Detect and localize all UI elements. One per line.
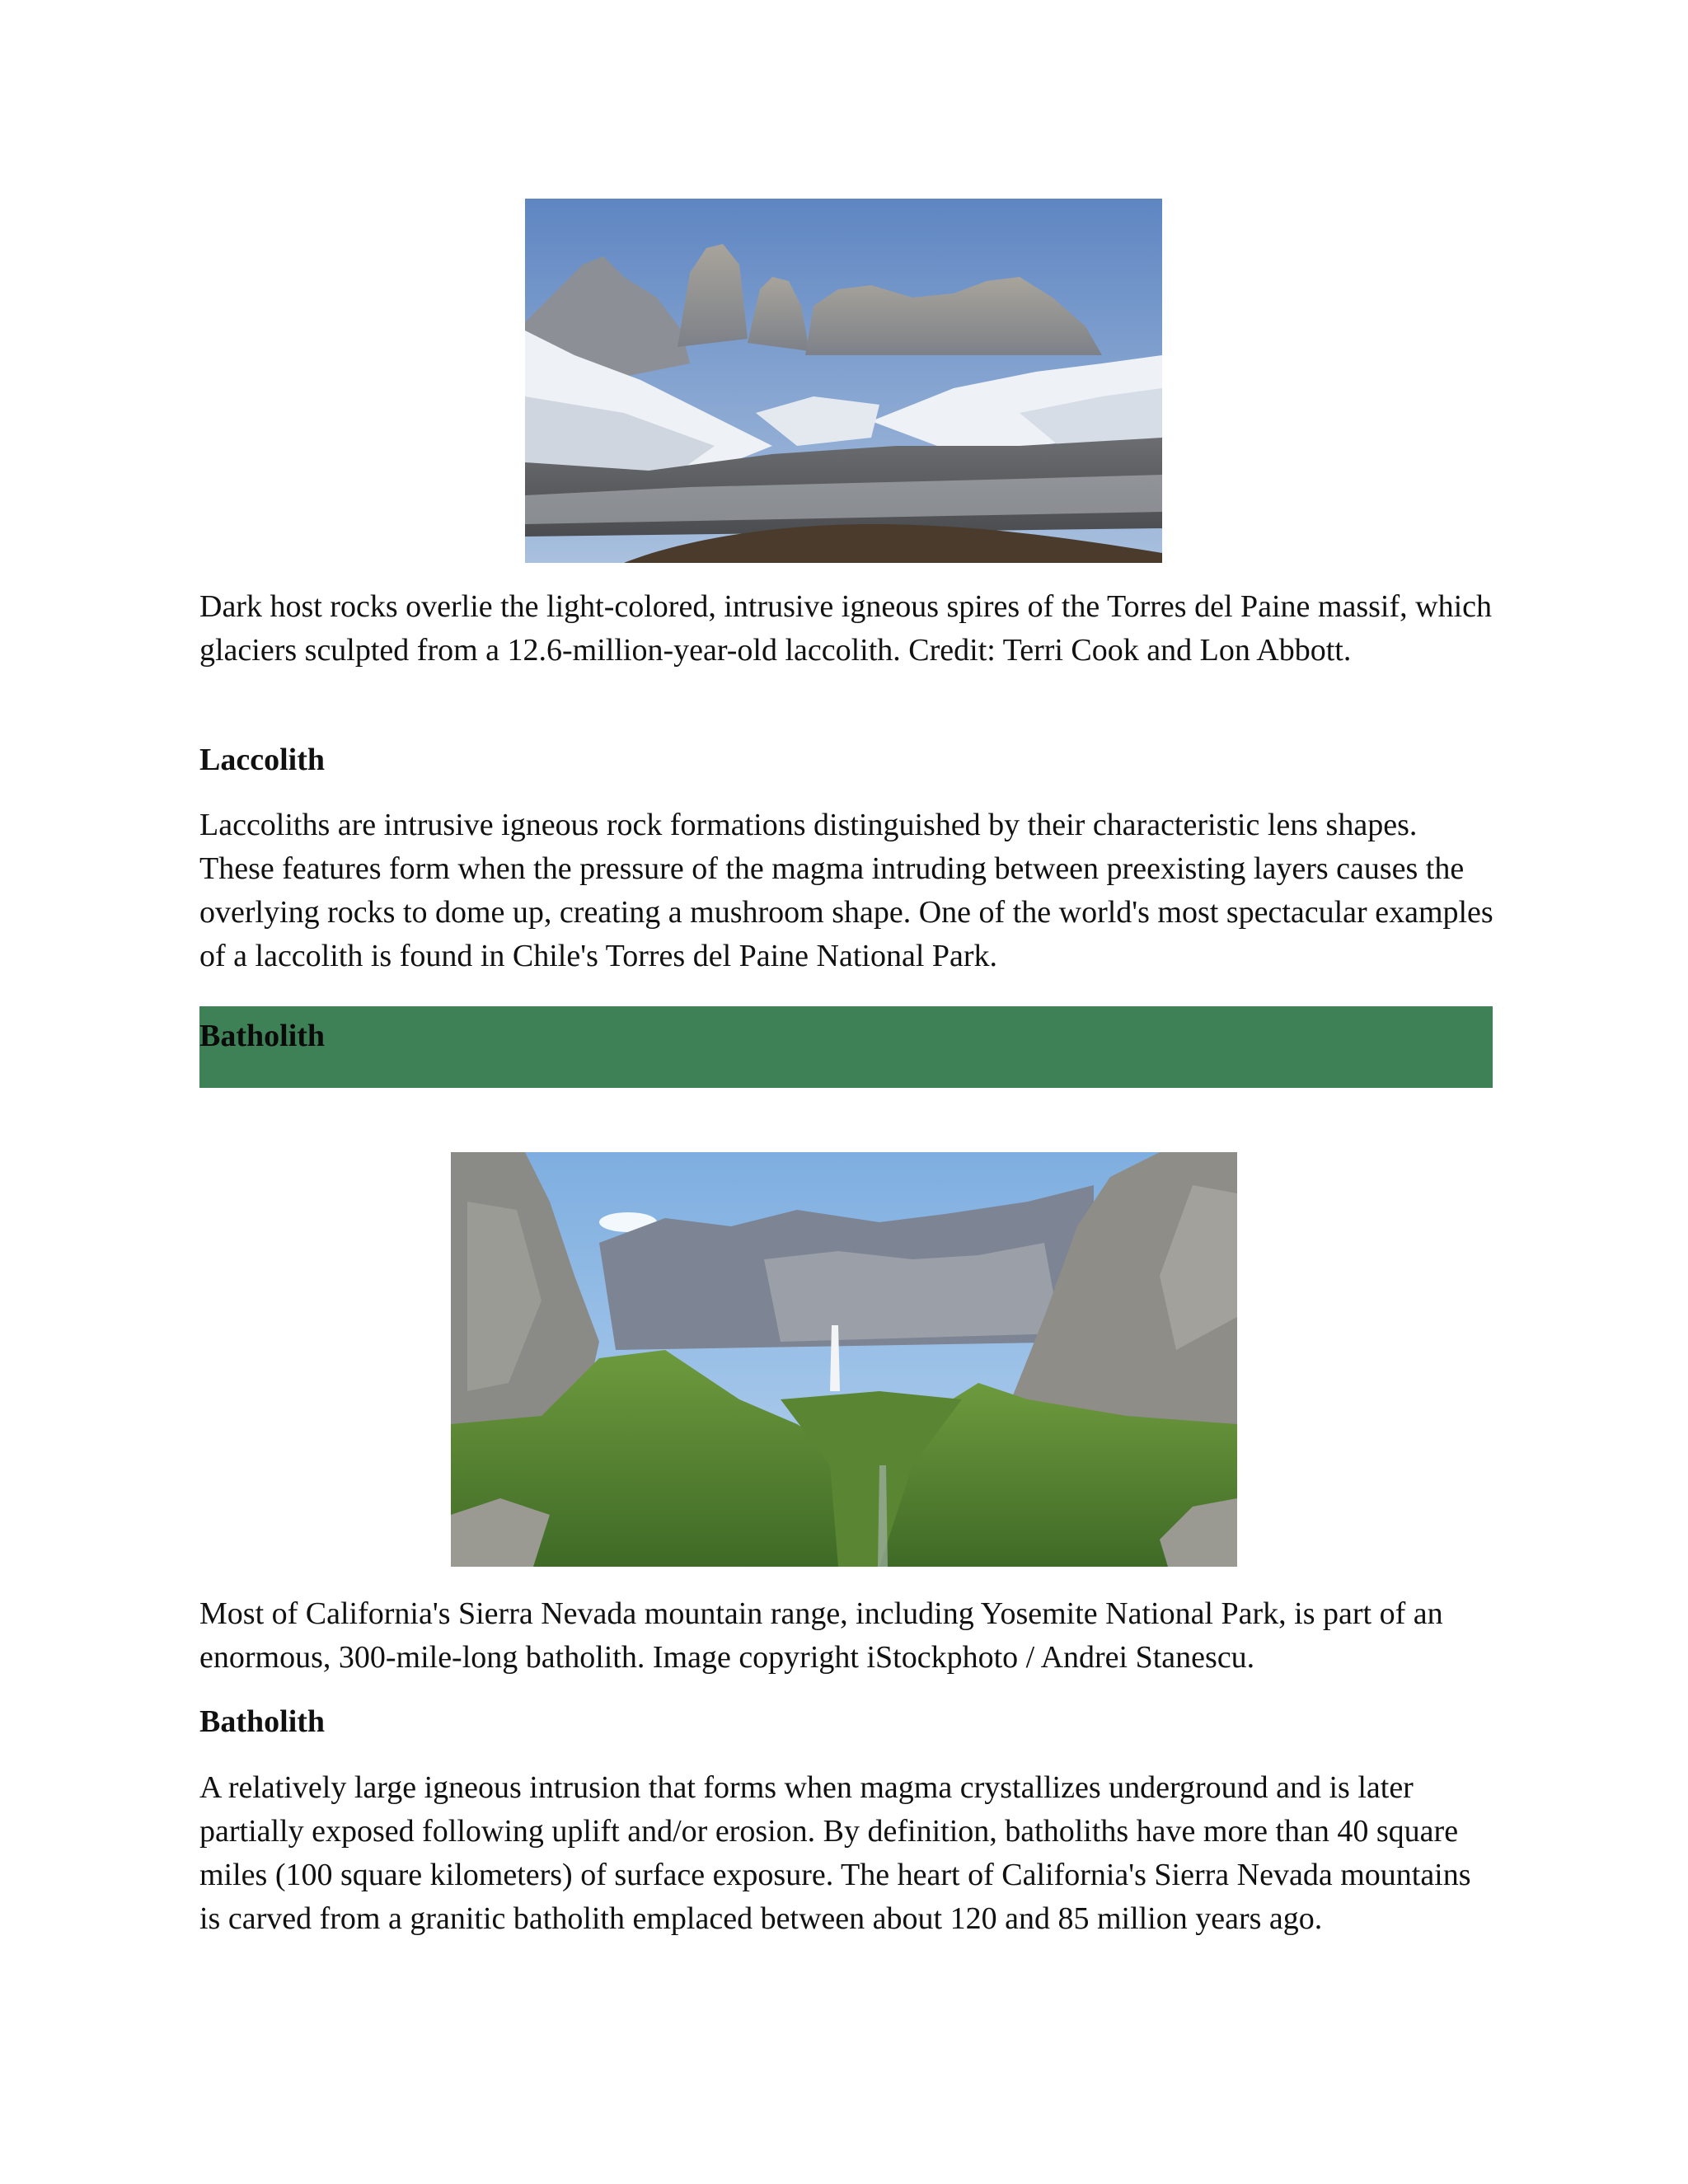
section-banner: [199, 1006, 1493, 1088]
yosemite-valley-photo: [451, 1152, 1237, 1567]
section-heading-laccolith: Laccolith: [199, 743, 325, 777]
section-heading-batholith: Batholith: [199, 1704, 326, 1739]
section-body-laccolith: Laccoliths are intrusive igneous rock formations distinguished by their characteristic lens shapes. These features form when the pressure of the magma intruding between preexisting layers causes the overlying rocks to dome up, creating a mushroom shape. One of the world's most spectacular examples of a laccolith is found in Chile's Torres del Paine National Park.: [199, 808, 1493, 973]
caption-yosemite: Most of California's Sierra Nevada mountain range, including Yosemite National Park, is part of an enormous, 300-mile-long batholith. Image copyright iStockphoto / Andrei Stanescu.: [199, 1596, 1443, 1675]
section-banner-title: Batholith: [199, 1019, 326, 1053]
caption-torres-del-paine: Dark host rocks overlie the light-colored, intrusive igneous spires of the Torres del Paine massif, which glaciers sculpted from a 12.6-million-year-old laccolith. Credit: Terri Cook and Lon Abbott.: [199, 589, 1493, 668]
torres-del-paine-photo: [525, 199, 1162, 563]
section-body-batholith: A relatively large igneous intrusion that forms when magma crystallizes underground and is later partially exposed following uplift and/or erosion. By definition, batholiths have more than 40 square miles (100 square kilometers) of surface exposure. The heart of California's Sierra Nevada mountains is carved from a granitic batholith emplaced between about 120 and 85 million years ago.: [199, 1770, 1471, 1936]
